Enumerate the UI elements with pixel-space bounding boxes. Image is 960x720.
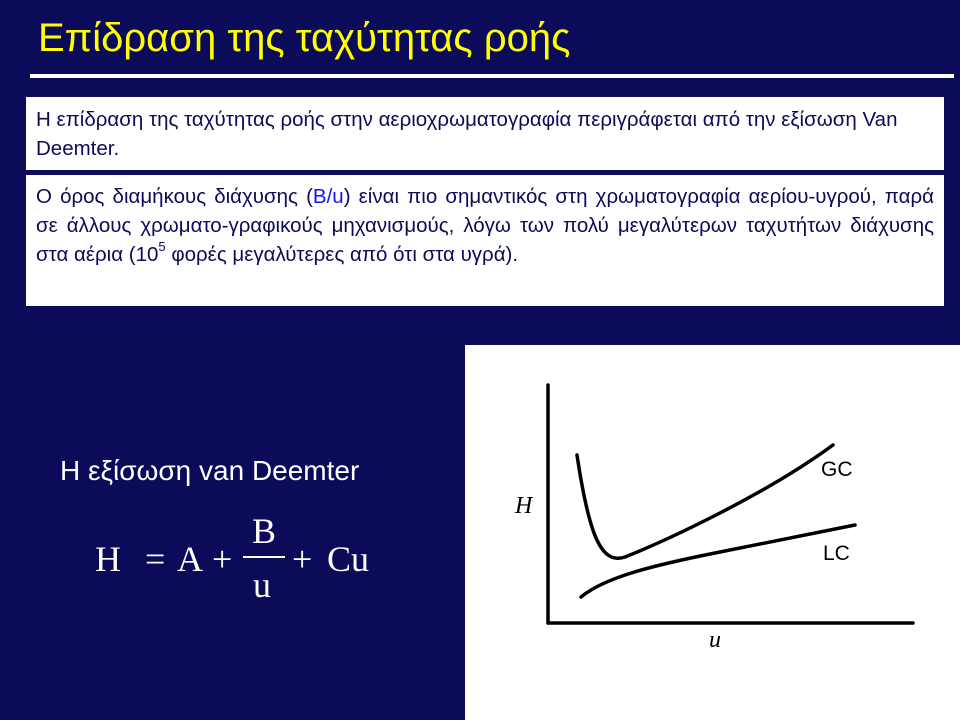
graph-y-label: H [515,493,533,519]
intro-text: Η επίδραση της ταχύτητας ροής στην αεριοχρωματογραφία περιγράφεται από την εξίσωση Van Deemter. [36,108,898,160]
paragraph-box [26,175,944,306]
gc-label: GC [821,458,853,481]
eq-plus-1: + [212,539,233,579]
gc-curve [577,445,833,558]
graph-x-label: u [709,627,721,653]
paragraph-text-start: Ο όρος διαμήκους διάχυσης ( [36,185,313,208]
van-deemter-graph [465,345,960,720]
eq-a: A [177,539,203,579]
slide-title: Επίδραση της ταχύτητας ροής [38,16,571,60]
equation-heading: Η εξίσωση van Deemter [60,455,360,486]
paragraph-text-end: φορές μεγαλύτερες από ότι στα υγρά). [165,243,519,266]
eq-plus-2: + [292,539,313,579]
van-deemter-equation [95,510,395,610]
eq-equals: = [145,539,166,579]
diffusion-term: B/u [312,185,344,208]
fraction-bar [243,556,285,558]
eq-c-term: Cu [327,539,370,579]
paragraph-text-middle: ) είναι πιο σημαντικός στη χρωματογραφία αερίου-υγρού, παρά σε άλλους χρωματο-γραφικούς μηχανισμούς, λόγω των πολύ μεγαλύτερων ταχυτήτων διάχυσης στα αέρια (10 [36,185,935,266]
eq-denominator: u [253,565,271,605]
exponent: 5 [158,239,166,255]
eq-numerator: B [252,511,277,551]
lc-curve [581,525,855,597]
title-divider [30,74,954,78]
graph-canvas [465,345,960,720]
lc-label: LC [823,542,850,565]
intro-box [26,97,944,170]
eq-lhs: H [95,539,121,579]
